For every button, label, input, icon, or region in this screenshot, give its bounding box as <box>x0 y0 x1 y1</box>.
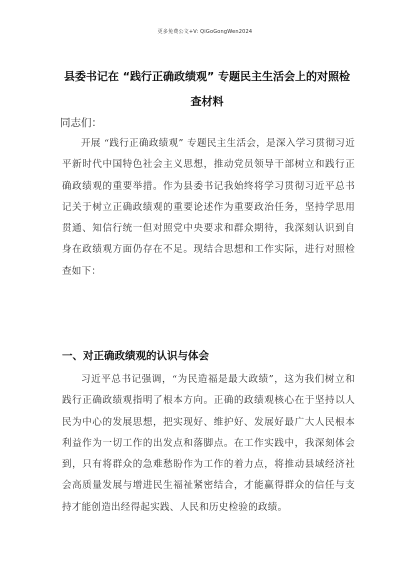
salutation: 同志们： <box>60 117 102 129</box>
intro-paragraph: 开展 “践行正确政绩观” 专题民主生活会，是深入学习贯彻习近平新时代中国特色社会主义思想，推动党员领导干部树立和践行正确政绩观的重要举措。作为县委书记我始终将学习贯彻习近平总书记关于树立正确政绩观的重要论述作为重要政治任务，坚持学思用贯通、知信行统一但对照党中央要求和群众期待，我深刻认识到自身在政绩观方面仍存在不足。现结合思想和工作实际，进行对照检查如下： <box>62 138 355 277</box>
document-title: 县委书记在 “践行正确政绩观” 专题民主生活会上的对照检查材料 <box>63 70 351 108</box>
header-watermark: 更多免费公文+V: QiGoGongWen2024 <box>157 29 253 35</box>
body-paragraph: 习近平总书记强调，“为民造福是最大政绩”，这为我们树立和践行正确政绩观指明了根本方向。正确的政绩观核心在于坚持以人民为中心的发展思想，把实现好、维护好、发展好最广大人民根本利益作为一切工作的出发点和落脚点。在工作实践中，我深刻体会到，只有将群众的急难愁盼作为工作的着力点，将推动县域经济社会高质量发展与增进民生福祉紧密结合，才能赢得群众的信任与支持才能创造出经得起实践、人民和历史检验的政绩。 <box>62 374 355 513</box>
section-heading: 一、对正确政绩观的认识与体会 <box>62 350 209 362</box>
